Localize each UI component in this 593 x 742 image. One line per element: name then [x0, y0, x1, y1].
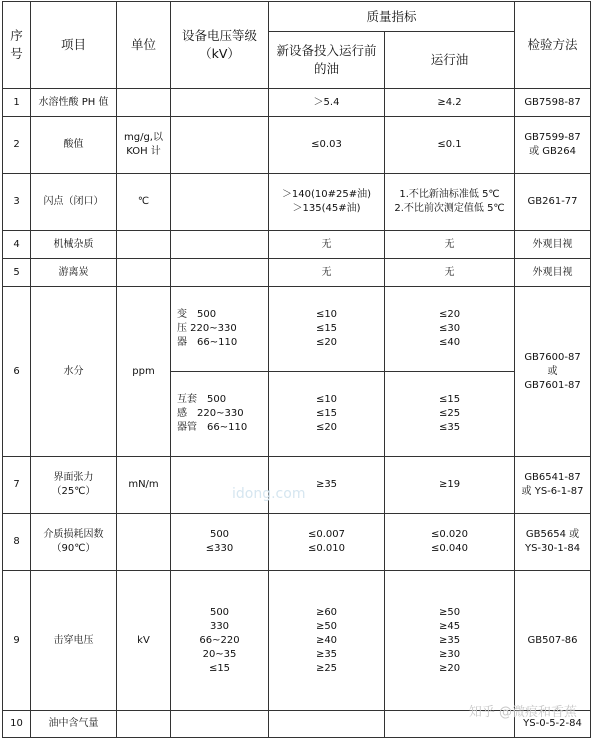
cell-voltage: [171, 174, 269, 231]
cell-run: ≤20 ≤30 ≤40: [385, 287, 515, 372]
cell-run: 无: [385, 259, 515, 287]
table-row: [3, 514, 591, 571]
cell-item: 油中含气量: [31, 711, 117, 738]
cell-method: GB6541-87 或 YS-6-1-87: [515, 457, 591, 514]
cell-method: YS-0-5-2-84: [515, 711, 591, 738]
cell-item: 酸值: [31, 117, 117, 174]
header-quality: 质量指标: [269, 2, 515, 32]
cell-new: 无: [269, 259, 385, 287]
cell-unit: kV: [117, 571, 171, 711]
cell-item: 介质损耗因数 （90℃）: [31, 514, 117, 571]
cell-new: ≥60 ≥50 ≥40 ≥35 ≥25: [269, 571, 385, 711]
cell-unit: [117, 259, 171, 287]
cell-voltage: 互套 500 感 220~330 器管 66~110: [171, 372, 269, 457]
cell-new: ＞5.4: [269, 89, 385, 117]
cell-item: 机械杂质: [31, 231, 117, 259]
header-unit: 单位: [117, 2, 171, 89]
cell-method: GB261-77: [515, 174, 591, 231]
cell-new: [269, 711, 385, 738]
cell-voltage: 500 330 66~220 20~35 ≤15: [171, 571, 269, 711]
cell-unit: [117, 89, 171, 117]
cell-method: 外观目视: [515, 231, 591, 259]
table-row: [3, 457, 591, 514]
cell-new: ≥35: [269, 457, 385, 514]
cell-new: ≤10 ≤15 ≤20: [269, 287, 385, 372]
cell-item: 击穿电压: [31, 571, 117, 711]
table-row: [3, 174, 591, 231]
table-row: [3, 571, 591, 711]
cell-item: 水溶性酸 PH 值: [31, 89, 117, 117]
cell-run: 无: [385, 231, 515, 259]
header-method: 检验方法: [515, 2, 591, 89]
cell-item: 水分: [31, 287, 117, 457]
cell-unit: mg/g,以 KOH 计: [117, 117, 171, 174]
cell-item: 闪点（闭口）: [31, 174, 117, 231]
cell-method: GB7598-87: [515, 89, 591, 117]
watermark: 知乎 @微痕和香蕉: [468, 705, 577, 720]
table-row: [3, 117, 591, 174]
cell-voltage: [171, 711, 269, 738]
cell-unit: ppm: [117, 287, 171, 457]
cell-new: ≤0.007 ≤0.010: [269, 514, 385, 571]
cell-voltage: 变 500 压 220~330 器 66~110: [171, 287, 269, 372]
watermark-site: idong.com: [232, 486, 306, 502]
cell-unit: [117, 514, 171, 571]
cell-new: ≤10 ≤15 ≤20: [269, 372, 385, 457]
table-row: [3, 259, 591, 287]
cell-item: 界面张力 （25℃）: [31, 457, 117, 514]
cell-unit: [117, 711, 171, 738]
cell-voltage: [171, 89, 269, 117]
cell-no: 8: [3, 514, 31, 571]
cell-run: ≥19: [385, 457, 515, 514]
cell-voltage: [171, 259, 269, 287]
cell-method: 外观目视: [515, 259, 591, 287]
header-item: 项目: [31, 2, 117, 89]
header-new-oil: 新设备投入运行前 的油: [269, 32, 385, 89]
table-row: [3, 231, 591, 259]
cell-run: ≥50 ≥45 ≥35 ≥30 ≥20: [385, 571, 515, 711]
cell-new: ≤0.03: [269, 117, 385, 174]
cell-item: 游离炭: [31, 259, 117, 287]
cell-voltage: [171, 117, 269, 174]
cell-no: 6: [3, 287, 31, 457]
cell-method: GB7600-87 或 GB7601-87: [515, 287, 591, 457]
cell-unit: mN/m: [117, 457, 171, 514]
cell-no: 2: [3, 117, 31, 174]
cell-run: ≥4.2: [385, 89, 515, 117]
cell-new: ＞140(10#25#油) ＞135(45#油): [269, 174, 385, 231]
cell-no: 5: [3, 259, 31, 287]
cell-method: GB5654 或 YS-30-1-84: [515, 514, 591, 571]
cell-run: ≤0.1: [385, 117, 515, 174]
cell-run: ≤15 ≤25 ≤35: [385, 372, 515, 457]
cell-voltage: [171, 231, 269, 259]
cell-method: GB507-86: [515, 571, 591, 711]
cell-run: 1.不比新油标准低 5℃ 2.不比前次测定值低 5℃: [385, 174, 515, 231]
table-row: [3, 89, 591, 117]
header-running-oil: 运行油: [385, 32, 515, 89]
cell-method: GB7599-87 或 GB264: [515, 117, 591, 174]
cell-unit: ℃: [117, 174, 171, 231]
cell-no: 7: [3, 457, 31, 514]
table-row: [3, 287, 591, 372]
header-voltage: 设备电压等级 （kV）: [171, 2, 269, 89]
cell-run: ≤0.020 ≤0.040: [385, 514, 515, 571]
cell-no: 1: [3, 89, 31, 117]
header-no: 序 号: [3, 2, 31, 89]
cell-no: 3: [3, 174, 31, 231]
oil-quality-table: [2, 1, 591, 738]
cell-voltage: 500 ≤330: [171, 514, 269, 571]
cell-no: 10: [3, 711, 31, 738]
cell-no: 4: [3, 231, 31, 259]
cell-unit: [117, 231, 171, 259]
cell-voltage: [171, 457, 269, 514]
cell-no: 9: [3, 571, 31, 711]
cell-new: 无: [269, 231, 385, 259]
